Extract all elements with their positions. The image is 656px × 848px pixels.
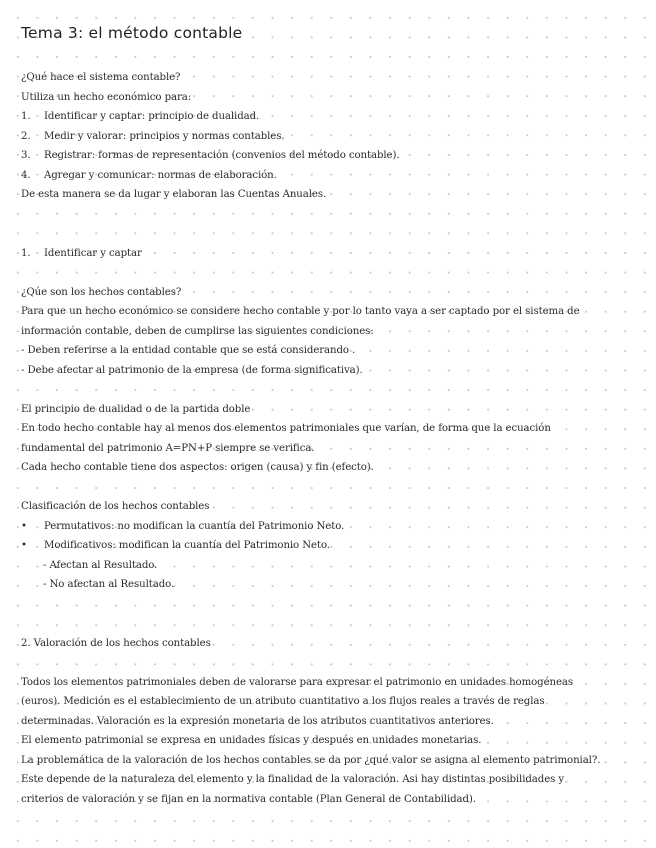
duality-heading: El principio de dualidad o de la partida doble (21, 403, 251, 415)
intro-closing: De esta manera se da lugar y elaboran las Cuentas Anuales. (21, 189, 327, 200)
step-item (21, 127, 621, 147)
step-item (21, 107, 621, 127)
intro-question: ¿Qué hace el sistema contable? (21, 72, 181, 83)
step-text: Agregar y comunicar: normas de elaboración. (44, 169, 277, 181)
section1-heading-text: Identificar y captar (44, 247, 142, 259)
condition-item: - Deben referirse a la entidad contable que se está considerando . (21, 345, 356, 356)
step-text: Identificar y captar: principio de dualidad. (44, 111, 260, 122)
section2-line: La problemática de la valoración de los hechos contables se da por ¿qué valor se asigna al elemento patrimonial?. (21, 754, 601, 766)
classification-text: Modificativos: modifican la cuantía del Patrimonio Neto. (44, 540, 330, 551)
step-number: 3. (21, 150, 31, 161)
condition-item: - Debe afectar al patrimonio de la empresa (de forma significativa). (21, 364, 363, 376)
bullet-icon: • (21, 540, 27, 551)
section2-line: Este depende de la naturaleza del elemento y la finalidad de la valoración. Asi hay distintas posibilidades y (21, 774, 565, 785)
step-item (21, 146, 621, 166)
step-number: 1. (21, 111, 31, 122)
step-number: 4. (21, 169, 31, 181)
classification-item (21, 536, 621, 556)
section1-paragraph-line: información contable, deben de cumplirse las siguientes condiciones: (21, 325, 374, 337)
section2-heading: 2. Valoración de los hechos contables (21, 637, 211, 649)
section1-question: ¿Qúe son los hechos contables? (21, 286, 182, 298)
step-text: Registrar: formas de representación (convenios del método contable). (44, 150, 400, 161)
bullet-icon: • (21, 520, 27, 532)
duality-line: Cada hecho contable tiene dos aspectos: origen (causa) y fin (efecto). (21, 462, 374, 473)
section2-line: determinadas. Valoración es la expresión monetaria de los atributos cuantitativos anteriores. (21, 715, 494, 727)
classification-item (21, 517, 621, 537)
section2-line: El elemento patrimonial se expresa en unidades físicas y después en unidades monetarias. (21, 735, 482, 746)
section1-paragraph-line: Para que un hecho económico se considere hecho contable y por lo tanto vaya a ser captado por el sistema de (21, 306, 580, 317)
duality-line: fundamental del patrimonio A=PN+P siempre se verifica. (21, 442, 315, 454)
step-text: Medir y valorar: principios y normas contables. (44, 130, 285, 142)
classification-subitem: - Afectan al Resultado. (43, 559, 158, 571)
section2-line: (euros). Medición es el establecimiento de un atributo cuantitativo a los flujos reales a través de reglas (21, 696, 545, 707)
section1-heading (21, 244, 621, 264)
step-item (21, 166, 621, 186)
page-title: Tema 3: el método contable (21, 24, 243, 42)
step-number: 2. (21, 130, 31, 142)
section2-line: criterios de valoración y se fijan en la normativa contable (Plan General de Contabilidad). (21, 793, 476, 805)
classification-text: Permutativos: no modifican la cuantía del Patrimonio Neto. (44, 520, 345, 532)
classification-heading: Clasificación de los hechos contables (21, 501, 210, 512)
classification-subitem: - No afectan al Resultado. (43, 579, 175, 590)
section1-number: 1. (21, 247, 31, 259)
duality-line: En todo hecho contable hay al menos dos elementos patrimoniales que varían, de forma que la ecuación (21, 423, 551, 434)
section2-line: Todos los elementos patrimoniales deben de valorarse para expresar el patrimonio en unidades homogéneas (21, 676, 574, 688)
intro-lead: Utiliza un hecho económico para: (21, 91, 192, 103)
note-page (21, 24, 621, 809)
